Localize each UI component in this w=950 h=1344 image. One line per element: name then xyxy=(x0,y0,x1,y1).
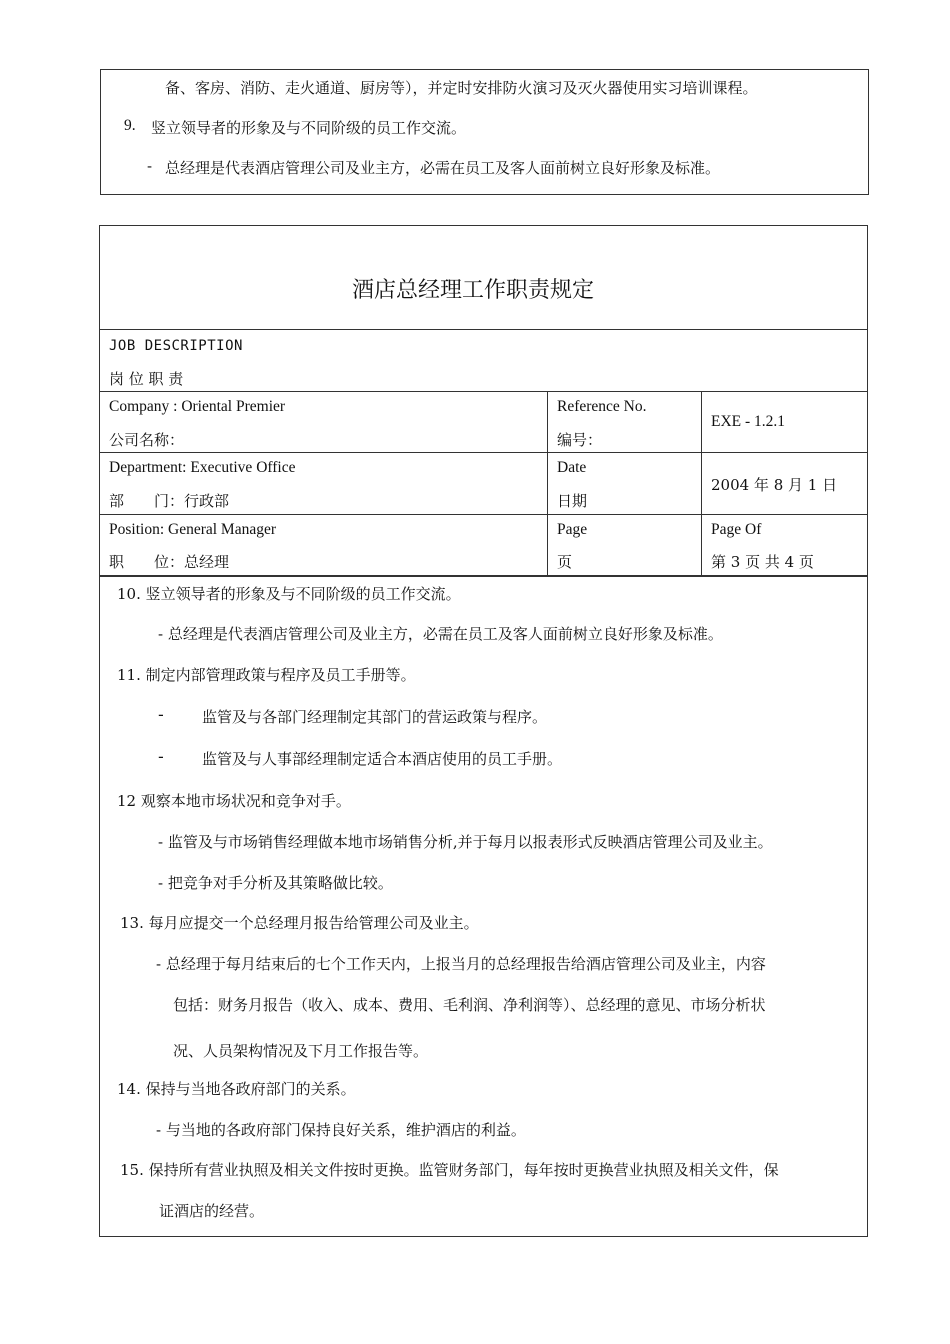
department-label-en: Department: Executive Office xyxy=(109,459,296,476)
top-item-9-text: 竖立领导者的形象及与不同阶级的员工作交流。 xyxy=(151,119,467,137)
item-12: 12 观察本地市场状况和竞争对手。 xyxy=(117,792,351,810)
page-of-value: 第 3 页 共 4 页 xyxy=(711,553,814,571)
position-label-en: Position: General Manager xyxy=(109,521,277,538)
item-13-sub-1-line-3: 况、人员架构情况及下月工作报告等。 xyxy=(173,1042,429,1060)
divider-department xyxy=(99,514,868,515)
item-15-line-2: 证酒店的经营。 xyxy=(159,1202,265,1220)
item-12-sub-1: - 监管及与市场销售经理做本地市场销售分析,并于每月以报表形式反映酒店管理公司及业主。 xyxy=(158,833,773,851)
item-14: 14. 保持与当地各政府部门的关系。 xyxy=(117,1080,356,1098)
department-label-cn: 部 门：行政部 xyxy=(109,492,230,510)
document-title: 酒店总经理工作职责规定 xyxy=(352,278,595,303)
divider-job xyxy=(99,391,868,392)
item-15: 15. 保持所有营业执照及相关文件按时更换。监管财务部门，每年按时更换营业执照及相关文件，保 xyxy=(120,1161,779,1179)
column-divider-2 xyxy=(701,391,702,576)
item-10-sub-1: - 总经理是代表酒店管理公司及业主方，必需在员工及客人面前树立良好形象及标准。 xyxy=(158,625,723,643)
item-13-sub-1: - 总经理于每月结束后的七个工作天内，上报当月的总经理报告给酒店管理公司及业主，内容 xyxy=(156,955,766,973)
top-item-9-number: 9. xyxy=(124,117,136,134)
job-description-en: JOB DESCRIPTION xyxy=(109,338,243,354)
date-value: 2004 年 8 月 1 日 xyxy=(711,476,838,494)
item-12-sub-2: - 把竞争对手分析及其策略做比较。 xyxy=(158,874,393,892)
date-label-en: Date xyxy=(557,459,587,476)
company-label-en: Company : Oriental Premier xyxy=(109,398,286,415)
top-line-1: 备、客房、消防、走火通道、厨房等），并定时安排防火演习及灭火器使用实习培训课程。 xyxy=(165,79,758,97)
reference-label-en: Reference No. xyxy=(557,398,647,415)
item-10: 10. 竖立领导者的形象及与不同阶级的员工作交流。 xyxy=(117,585,461,603)
item-11-sub-1: 监管及与各部门经理制定其部门的营运政策与程序。 xyxy=(202,708,548,726)
item-11-sub-2-dash: - xyxy=(158,747,164,766)
reference-label-cn: 编号： xyxy=(557,431,603,449)
item-14-sub-1: - 与当地的各政府部门保持良好关系，维护酒店的利益。 xyxy=(156,1121,526,1139)
page-label-cn: 页 xyxy=(557,553,573,571)
divider-title xyxy=(99,329,868,330)
page-of-label: Page Of xyxy=(711,521,762,538)
page-label-en: Page xyxy=(557,521,588,538)
item-13-sub-1-line-2: 包括：财务月报告（收入、成本、费用、毛利润、净利润等）、总经理的意见、市场分析状 xyxy=(173,996,766,1014)
item-11-sub-1-dash: - xyxy=(158,705,164,724)
column-divider-1 xyxy=(547,391,548,576)
top-item-9-sub-text: 总经理是代表酒店管理公司及业主方，必需在员工及客人面前树立良好形象及标准。 xyxy=(165,159,721,177)
company-label-cn: 公司名称： xyxy=(109,431,185,449)
item-13: 13. 每月应提交一个总经理月报告给管理公司及业主。 xyxy=(120,914,479,932)
divider-company xyxy=(99,452,868,453)
item-11: 11. 制定内部管理政策与程序及员工手册等。 xyxy=(117,666,416,684)
job-description-cn: 岗 位 职 责 xyxy=(109,370,184,388)
reference-value: EXE - 1.2.1 xyxy=(711,413,786,430)
date-label-cn: 日期 xyxy=(557,492,588,510)
top-item-9-sub-dash: - xyxy=(147,157,153,175)
item-11-sub-2: 监管及与人事部经理制定适合本酒店使用的员工手册。 xyxy=(202,750,563,768)
position-label-cn: 职 位：总经理 xyxy=(109,553,230,571)
